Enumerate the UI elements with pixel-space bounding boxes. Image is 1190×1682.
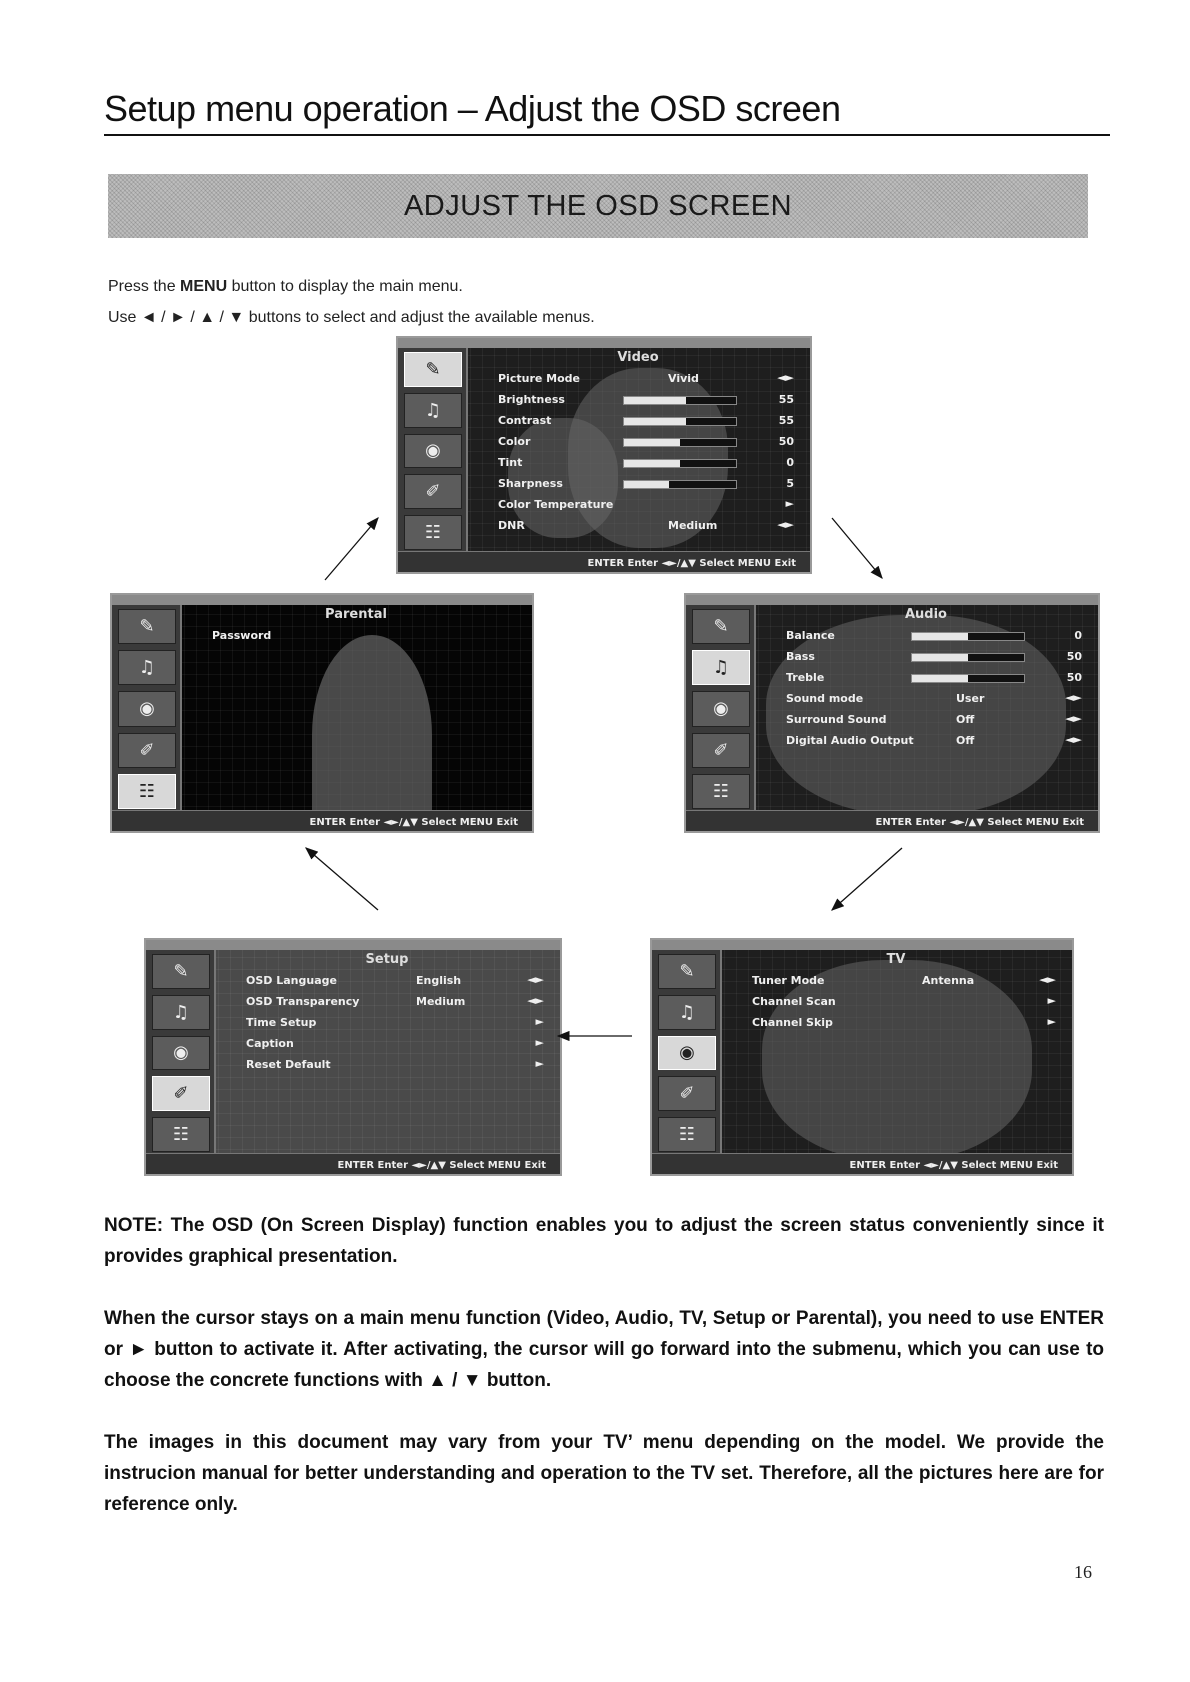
parental-icon[interactable]: ☷ — [118, 774, 176, 809]
banner-text: ADJUST THE OSD SCREEN — [403, 189, 793, 222]
video-icon[interactable]: ✎ — [404, 352, 462, 387]
osd-row-value: Off — [956, 713, 975, 726]
video-icon[interactable]: ✎ — [692, 609, 750, 644]
osd-row-arrow-icon: ► — [1047, 1015, 1056, 1028]
osd-row-value: 5 — [786, 477, 794, 490]
parental-icon[interactable]: ☷ — [658, 1117, 716, 1152]
video-icon[interactable]: ✎ — [658, 954, 716, 989]
osd-row-arrow-icon: ► — [535, 1036, 544, 1049]
arrow-video-to-audio — [832, 518, 882, 578]
osd-row-arrow-icon: ◄► — [777, 518, 794, 531]
osd-row-label: Caption — [246, 1037, 294, 1050]
intro-line-2: Use ◄ / ► / ▲ / ▼ buttons to select and adjust the available menus. — [108, 309, 595, 326]
osd-row-label: Brightness — [498, 393, 565, 406]
setup-icon[interactable]: ✐ — [152, 1076, 210, 1111]
note-paragraph-1: NOTE: The OSD (On Screen Display) function enables you to adjust the screen status conveniently since it provides graphical presentation. — [104, 1215, 1104, 1267]
osd-row-label: Treble — [786, 671, 825, 684]
osd-row-arrow-icon: ◄► — [1065, 733, 1082, 746]
osd-menu-title: Setup — [365, 952, 409, 967]
osd-row-value: User — [956, 692, 985, 705]
audio-icon[interactable]: ♫ — [692, 650, 750, 685]
tv-icon[interactable]: ◉ — [404, 434, 462, 469]
osd-row-label: Sound mode — [786, 692, 864, 705]
osd-row-label: DNR — [498, 519, 525, 532]
osd-row-label: Bass — [786, 650, 815, 663]
osd-row-label: Contrast — [498, 414, 552, 427]
video-icon[interactable]: ✎ — [152, 954, 210, 989]
osd-row-arrow-icon: ► — [535, 1015, 544, 1028]
note-paragraph-3: The images in this document may vary from your TV’ menu depending on the model. We provide the instrucion manual for better understanding and operation to the TV set. Therefore, all the pictures here are for reference only. — [104, 1432, 1104, 1515]
audio-icon[interactable]: ♫ — [658, 995, 716, 1030]
setup-icon[interactable]: ✐ — [658, 1076, 716, 1111]
osd-row-arrow-icon: ◄► — [527, 994, 544, 1007]
osd-row-label: Color Temperature — [498, 498, 614, 511]
osd-row-value: 50 — [778, 435, 794, 448]
osd-row-value: 55 — [778, 393, 794, 406]
osd-row-arrow-icon: ► — [785, 497, 794, 510]
tv-icon[interactable]: ◉ — [118, 691, 176, 726]
osd-row-label: Channel Skip — [752, 1016, 833, 1029]
setup-icon[interactable]: ✐ — [404, 474, 462, 509]
audio-icon[interactable]: ♫ — [118, 650, 176, 685]
osd-row-value: 0 — [1074, 629, 1082, 642]
tv-icon[interactable]: ◉ — [658, 1036, 716, 1071]
tv-icon[interactable]: ◉ — [152, 1036, 210, 1071]
parental-icon[interactable]: ☷ — [152, 1117, 210, 1152]
osd-row-value: 50 — [1066, 650, 1082, 663]
osd-row-label: OSD Transparency — [246, 995, 360, 1008]
osd-row-arrow-icon: ◄► — [527, 973, 544, 986]
audio-icon[interactable]: ♫ — [152, 995, 210, 1030]
osd-row-arrow-icon: ► — [1047, 994, 1056, 1007]
audio-icon[interactable]: ♫ — [404, 393, 462, 428]
osd-row-label: Sharpness — [498, 477, 563, 490]
osd-row-value: English — [416, 974, 462, 987]
osd-row-label: Reset Default — [246, 1058, 331, 1071]
osd-row-label: Tuner Mode — [752, 974, 825, 987]
osd-row-value: 0 — [786, 456, 794, 469]
osd-row-label: Picture Mode — [498, 372, 580, 385]
osd-row-label: Tint — [498, 456, 523, 469]
setup-icon[interactable]: ✐ — [692, 733, 750, 768]
osd-row-value: 55 — [778, 414, 794, 427]
osd-row-value: Medium — [416, 995, 466, 1008]
parental-icon[interactable]: ☷ — [692, 774, 750, 809]
intro-line-1: Press the MENU button to display the main menu. — [108, 278, 463, 295]
osd-row-label: Surround Sound — [786, 713, 887, 726]
osd-row-label: Color — [498, 435, 531, 448]
osd-row-arrow-icon: ◄► — [1065, 712, 1082, 725]
tv-icon[interactable]: ◉ — [692, 691, 750, 726]
osd-menu-title: Video — [617, 350, 659, 365]
osd-row-arrow-icon: ◄► — [1039, 973, 1056, 986]
osd-row-value: Antenna — [922, 974, 975, 987]
osd-menu-title: Parental — [325, 607, 387, 622]
page-title: Setup menu operation – Adjust the OSD screen — [104, 88, 841, 129]
osd-row-label: Balance — [786, 629, 835, 642]
osd-row-label: Digital Audio Output — [786, 734, 914, 747]
osd-row-arrow-icon: ► — [535, 1057, 544, 1070]
osd-row-label: Time Setup — [246, 1016, 317, 1029]
osd-row-value: Medium — [668, 519, 718, 532]
arrow-parental-to-video — [325, 518, 378, 580]
osd-row-label: Password — [212, 629, 272, 642]
video-icon[interactable]: ✎ — [118, 609, 176, 644]
page-number: 16 — [1074, 1562, 1092, 1582]
osd-row-label: Channel Scan — [752, 995, 836, 1008]
osd-menu-title: Audio — [904, 607, 947, 622]
osd-row-value: Vivid — [668, 372, 699, 385]
osd-row-label: OSD Language — [246, 974, 337, 987]
menu-keyword: MENU — [180, 278, 228, 295]
osd-row-arrow-icon: ◄► — [1065, 691, 1082, 704]
osd-menu-title: TV — [886, 952, 906, 967]
setup-icon[interactable]: ✐ — [118, 733, 176, 768]
osd-footer-hint: ENTER Enter ◄►/▲▼ Select MENU Exit — [849, 1160, 1058, 1171]
arrow-audio-to-tv — [832, 848, 902, 910]
osd-row-value: Off — [956, 734, 975, 747]
osd-footer-hint: ENTER Enter ◄►/▲▼ Select MENU Exit — [875, 817, 1084, 828]
parental-icon[interactable]: ☷ — [404, 515, 462, 550]
note-paragraph-2: When the cursor stays on a main menu function (Video, Audio, TV, Setup or Parental), you need to use ENTER or ► button to activate it. After activating, the cursor will go forward into the submenu, which you can use to choose the concrete functions with ▲ / ▼ button. — [104, 1308, 1104, 1391]
osd-row-value: 50 — [1066, 671, 1082, 684]
osd-footer-hint: ENTER Enter ◄►/▲▼ Select MENU Exit — [587, 558, 796, 569]
arrow-setup-to-parental — [306, 848, 378, 910]
osd-footer-hint: ENTER Enter ◄►/▲▼ Select MENU Exit — [309, 817, 518, 828]
osd-row-arrow-icon: ◄► — [777, 371, 794, 384]
osd-footer-hint: ENTER Enter ◄►/▲▼ Select MENU Exit — [337, 1160, 546, 1171]
